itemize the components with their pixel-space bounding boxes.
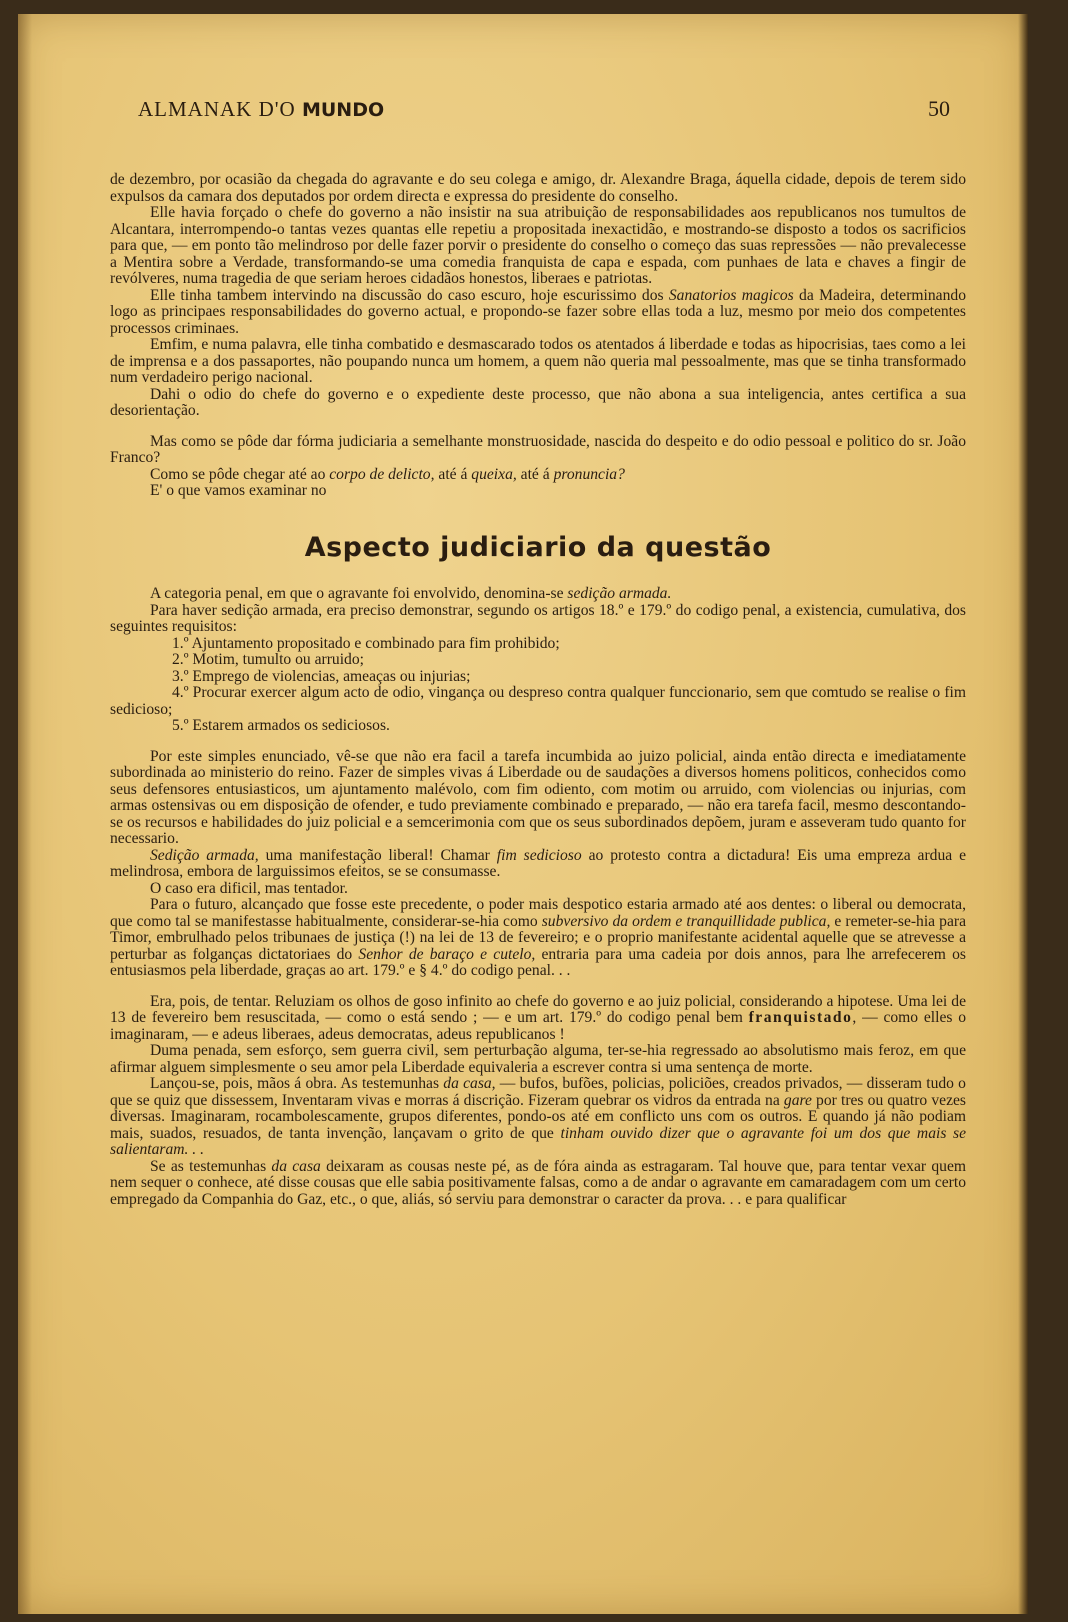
paragraph: Era, pois, de tentar. Reluziam os olhos de goso infinito ao chefe do governo e ao juiz policial, considerando a hipotese. Uma lei de 13 de fevereiro bem resuscitada, — como o está sendo ; — e um art. 179.º do codigo penal bem franquistado, — como elles o imaginaram, — e adeus liberaes, adeus democratas, adeus republicanos ! (110, 992, 967, 1043)
paragraph: Elle havia forçado o chefe do governo a não insistir na sua atribuição de responsabilidades aos republicanos nos tumultos de Alcantara, interrompendo-o tantas vezes quantas elle repetiu a propositada inexactidão, e mostrando-se disposto a todos os sacrificios para que, — em ponto tão melindroso por delle fazer porvir o presidente do conselho o começo das suas repressões — não prevalecesse a Mentira sobre a Verdade, transformando-se uma comedia franquista de capa e espada, com punhaes de lata e chaves a fingir de revólveres, numa tragedia de que seriam heroes cidadãos honestos, liberaes e patriotas. (110, 204, 966, 287)
paragraph: Sedição armada, uma manifestação liberal! Chamar fim sedicioso ao protesto contra a dictadura! Eis uma empreza ardua e melindrosa, embora de larguissimos efeitos, se se consumasse. (110, 846, 966, 880)
paragraph: E' o que vamos examinar no (150, 482, 327, 499)
page-header (138, 96, 950, 122)
paragraph: Se as testemunhas da casa deixaram as cousas neste pé, as de fóra ainda as estragaram. Tal houve que, para tentar vexar quem nem sequer o conhece, até disse cousas que elle sabia positivamente falsas, como a de andar o agravante em camaradagem com um certo empregado da Companhia do Gaz, etc., o que, aliás, só serviu para demonstrar o caracter da prova. . . e para qualificar (110, 1157, 966, 1208)
page-number: 50 (928, 96, 950, 121)
paragraph: A categoria penal, em que o agravante foi envolvido, denomina-se sedição armada. (150, 585, 672, 602)
running-title-prefix: ALMANAK D'O (138, 97, 302, 121)
paragraph: O caso era dificil, mas tentador. (150, 879, 348, 897)
requirement-item: 4.º Procurar exercer algum acto de odio, vingança ou despreso contra qualquer funccionario, sem que comtudo se realise o fim sedicioso; (110, 684, 966, 718)
paragraph: Elle tinha tambem intervindo na discussão do caso escuro, hoje escurissimo dos Sanatorios magicos da Madeira, determinando logo as principaes responsabilidades do governo actual, e propondo-se fazer sobre ellas toda a luz, mesmo por meio dos competentes processos criminaes. (110, 286, 966, 337)
paragraph: Para o futuro, alcançado que fosse este precedente, o poder mais despotico estaria armado até aos dentes: o liberal ou democrata, que como tal se manifestasse habitualmente, considerar-se-hia como subversivo da ordem e tranquillidade publica, e remeter-se-hia para Timor, embrulhado pelos tribunaes de justiça (!) na lei de 13 de fevereiro; e o proprio manifestante acidental aquelle que se atrevesse a perturbar as folganças dictatoriaes do Senhor de baraço e cutelo, entraria para uma cadeia por dois annos, para lhe arrefecerem os entusiasmos pela liberdade, graças ao art. 179.º e § 4.º do codigo penal. . . (110, 896, 966, 979)
requirement-item: 2.º Motim, tumulto ou arruido; (172, 651, 364, 668)
running-title (138, 97, 384, 122)
paragraph: Dahi o odio do chefe do governo e o expediente deste processo, que não abona a sua inteligencia, antes certifica a sua desorientação. (110, 385, 966, 419)
paragraph: Duma penada, sem esforço, sem guerra civil, sem perturbação alguma, ter-se-hia regressado ao absolutismo mais feroz, em que afirmar alguem simplesmente o seu amor pela Liberdade equivaleria a escrever contra si uma sentença de morte. (110, 1042, 966, 1076)
paragraph: Emfim, e numa palavra, elle tinha combatido e desmascarado todos os atentados á liberdade e todas as hipocrisias, taes como a lei de imprensa e a dos passaportes, não poupando nunca um homem, a quem não queria mal pessoalmente, mas que se tinha transformado num verdadeiro perigo nacional. (110, 336, 966, 386)
book-page (18, 14, 1028, 1614)
running-title-brand: MUNDO (301, 99, 385, 121)
paragraph: Por este simples enunciado, vê-se que não era facil a tarefa incumbida ao juizo policial, ainda então directa e imediatamente subordinada ao ministerio do reino. Fazer de simples vivas á Liberdade ou de saudações a diversos homens politicos, conhecidos como seus defensores entusiasticos, um ajuntamento malévolo, com fim odiento, com motim ou arruido, com violencias ou injurias, com armas ostensivas ou em disposição de ofender, e tudo previamente combinado e preparado, — não era tarefa facil, mesmo descontando-se os recursos e habilidades do juiz policial e a semcerimonia com que os seus subordinados depõem, juram e asseveram tudo quanto for necessario. (110, 747, 966, 847)
requirement-item: 3.º Emprego de violencias, ameaças ou injurias; (172, 667, 471, 685)
paragraph: Como se pôde chegar até ao corpo de delicto, até á queixa, até á pronuncia? (150, 465, 625, 483)
body-text (110, 172, 966, 1208)
requirement-item: 5.º Estarem armados os sediciosos. (172, 717, 390, 734)
section-heading: Aspecto judiciario da questão (304, 531, 772, 563)
paragraph: Mas como se pôde dar fórma judiciaria a semelhante monstruosidade, nascida do despeito e do odio pessoal e politico do sr. João Franco? (110, 432, 966, 466)
paragraph: de dezembro, por ocasião da chegada do agravante e do seu colega e amigo, dr. Alexandre Braga, áquella cidade, depois de terem sido expulsos da camara dos deputados por ordem directa e expressa do presidente do conselho. (110, 171, 966, 205)
requirement-item: 1.º Ajuntamento propositado e combinado para fim prohibido; (172, 634, 560, 652)
paragraph: Para haver sedição armada, era preciso demonstrar, segundo os artigos 18.º e 179.º do codigo penal, a existencia, cumulativa, dos seguintes requisitos: (110, 601, 966, 635)
paragraph: Lançou-se, pois, mãos á obra. As testemunhas da casa, — bufos, bufões, policias, policiões, creados privados, — disseram tudo o que se quiz que dissessem, Inventaram vivas e morras á discrição. Fizeram quebrar os vidros da entrada na gare por tres ou quatro vezes diversas. Imaginaram, rocambolescamente, grupos diferentes, pondo-os até em conflicto uns com os outros. E quando já não podiam mais, suados, resuados, de tanta invenção, lançavam o grito de que tinham ouvido dizer que o agravante foi um dos que mais se salientaram. . . (110, 1075, 967, 1158)
